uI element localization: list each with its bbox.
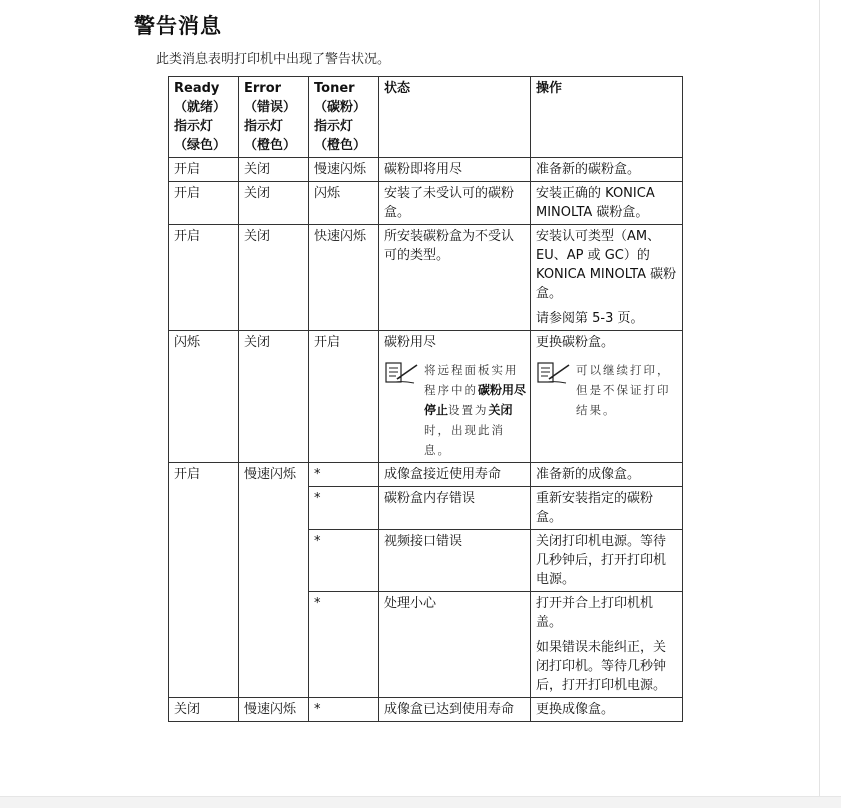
cell-ready: 开启 [169, 182, 239, 225]
cell-action: 安装认可类型（AM、EU、AP 或 GC）的 KONICA MINOLTA 碳粉盒。 请参阅第 5-3 页。 [531, 225, 683, 331]
cell-error: 慢速闪烁 [239, 463, 309, 698]
header-error: Error （错误） 指示灯 （橙色） [239, 77, 309, 158]
cell-status: 碳粉用尽 将远程面板实用程序中的碳粉用尽停止设置为关闭时，出现此消息。 [379, 331, 531, 463]
header-toner: Toner （碳粉） 指示灯 （橙色） [309, 77, 379, 158]
cell-status: 成像盒接近使用寿命 [379, 463, 531, 487]
cell-error: 关闭 [239, 158, 309, 182]
cell-status: 安装了未受认可的碳粉盒。 [379, 182, 531, 225]
cell-toner: * [309, 592, 379, 698]
cell-action: 准备新的成像盒。 [531, 463, 683, 487]
cell-status: 所安装碳粉盒为不受认可的类型。 [379, 225, 531, 331]
cell-toner: 快速闪烁 [309, 225, 379, 331]
cell-ready: 开启 [169, 158, 239, 182]
table-row [169, 463, 683, 487]
action-note: 可以继续打印，但是不保证打印结果。 [536, 360, 678, 420]
cell-action: 安装正确的 KONICA MINOLTA 碳粉盒。 [531, 182, 683, 225]
cell-status: 视频接口错误 [379, 530, 531, 592]
note-icon [536, 362, 576, 390]
cell-action: 准备新的碳粉盒。 [531, 158, 683, 182]
cell-error: 关闭 [239, 225, 309, 331]
cell-toner: 闪烁 [309, 182, 379, 225]
cell-ready: 开启 [169, 463, 239, 698]
table-header-row [169, 77, 683, 158]
status-note: 将远程面板实用程序中的碳粉用尽停止设置为关闭时，出现此消息。 [384, 360, 526, 460]
cell-toner: * [309, 698, 379, 722]
cell-status: 处理小心 [379, 592, 531, 698]
intro-text: 此类消息表明打印机中出现了警告状况。 [156, 52, 391, 67]
page-title: 警告消息 [134, 14, 222, 38]
cell-status: 碳粉即将用尽 [379, 158, 531, 182]
table-row [169, 225, 683, 331]
cell-status: 成像盒已达到使用寿命 [379, 698, 531, 722]
header-ready: Ready （就绪） 指示灯 （绿色） [169, 77, 239, 158]
cell-ready: 闪烁 [169, 331, 239, 463]
page-right-edge [819, 0, 820, 807]
cell-status: 碳粉盒内存错误 [379, 487, 531, 530]
table-row [169, 331, 683, 463]
warning-messages-table [168, 76, 683, 722]
cell-toner: * [309, 487, 379, 530]
header-action: 操作 [531, 77, 683, 158]
note-icon [384, 362, 424, 390]
cell-toner: 开启 [309, 331, 379, 463]
cell-action: 更换成像盒。 [531, 698, 683, 722]
cell-action: 打开并合上打印机机盖。 如果错误未能纠正，关闭打印机。等待几秒钟后，打开打印机电源。 [531, 592, 683, 698]
cell-ready: 开启 [169, 225, 239, 331]
cell-toner: * [309, 463, 379, 487]
page-bottom-edge [0, 796, 841, 808]
table-row [169, 698, 683, 722]
cell-ready: 关闭 [169, 698, 239, 722]
cell-toner: * [309, 530, 379, 592]
cell-action: 关闭打印机电源。等待几秒钟后，打开打印机电源。 [531, 530, 683, 592]
header-status: 状态 [379, 77, 531, 158]
cell-action: 重新安装指定的碳粉盒。 [531, 487, 683, 530]
table-row [169, 158, 683, 182]
cell-toner: 慢速闪烁 [309, 158, 379, 182]
cell-action: 更换碳粉盒。 可以继续打印，但是不保证打印结果。 [531, 331, 683, 463]
table-row [169, 182, 683, 225]
cell-error: 关闭 [239, 182, 309, 225]
cell-error: 关闭 [239, 331, 309, 463]
cell-error: 慢速闪烁 [239, 698, 309, 722]
